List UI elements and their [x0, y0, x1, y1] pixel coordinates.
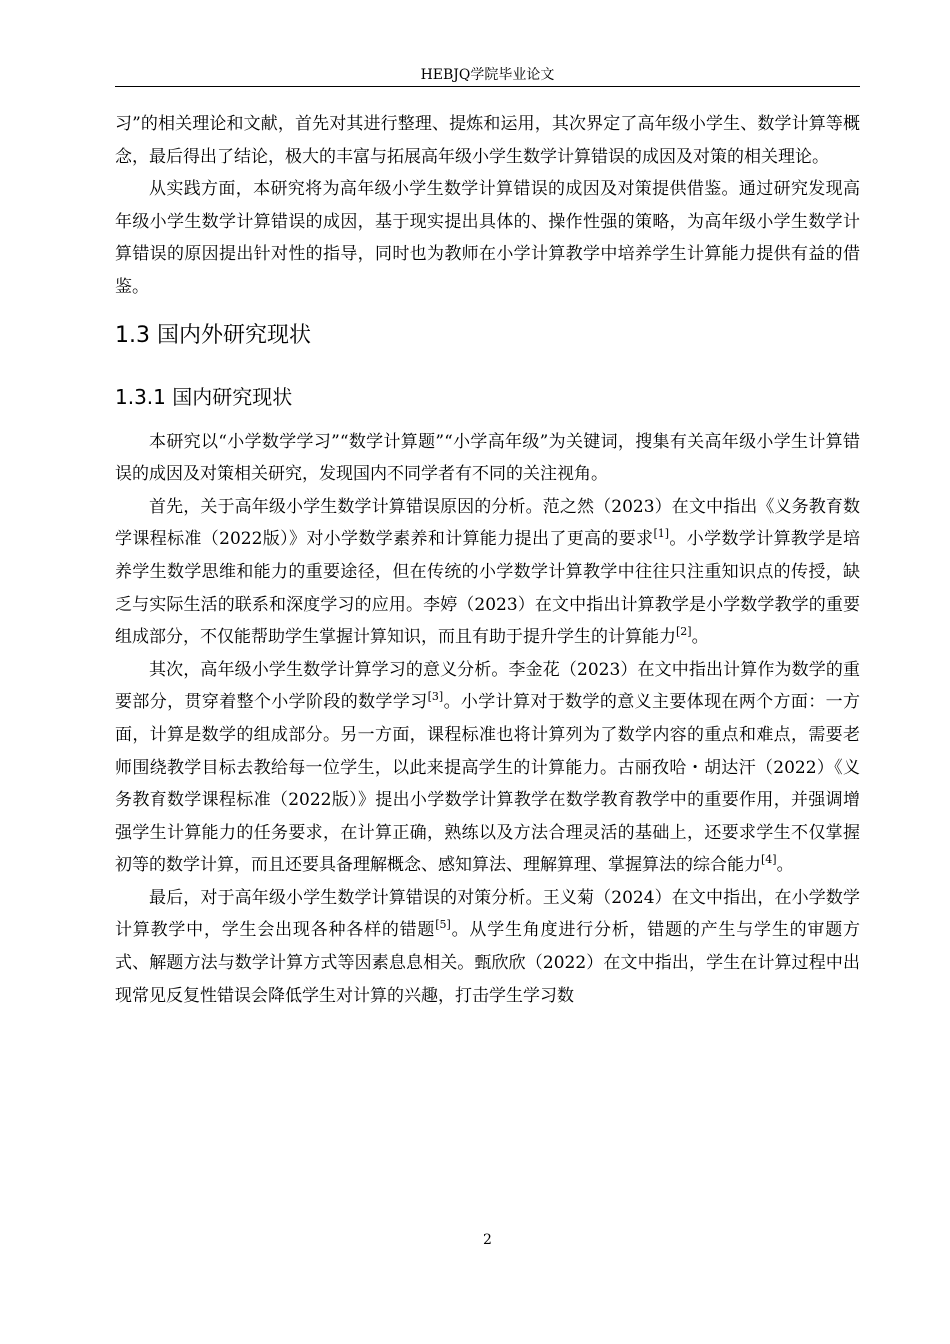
page-number: 2	[483, 1232, 492, 1248]
header-divider	[115, 86, 860, 87]
document-body	[115, 108, 860, 1012]
paragraph-practice: 从实践方面，本研究将为高年级小学生数学计算错误的成因及对策提供借鉴。通过研究发现高年级小学生数学计算错误的成因，基于现实提出具体的、操作性强的策略，为高年级小学生数学计算错误的原因提出针对性的指导，同时也为教师在小学计算教学中培养学生计算能力提供有益的借鉴。	[115, 179, 860, 297]
paragraph-significance	[115, 654, 860, 882]
section-heading-1-3: 1.3 国内外研究现状	[115, 322, 311, 348]
citation-2: [2]	[676, 625, 692, 639]
paragraph-continued: 习”的相关理论和文献，首先对其进行整理、提炼和运用，其次界定了高年级小学生、数学计算等概念，最后得出了结论，极大的丰富与拓展高年级小学生数学计算错误的成因及对策的相关理论。	[115, 114, 860, 167]
paragraph-text: 。从学生角度进行分析，错题的产生与学生的审题方式、解题方法与数学计算方式等因素息息相关。甄欣欣（2022）在文中指出，学生在计算过程中出现常见反复性错误会降低学生对计算的兴趣，打击学生学习数	[115, 920, 861, 1006]
paragraph-strategies	[115, 882, 860, 1012]
citation-3: [3]	[427, 690, 444, 704]
paragraph-keywords: 本研究以“小学数学学习”“数学计算题”“小学高年级”为关键词，搜集有关高年级小学生计算错误的成因及对策相关研究，发现国内不同学者有不同的关注视角。	[115, 431, 860, 485]
citation-5: [5]	[435, 918, 451, 932]
paragraph-text: 其次，高年级小学生数学计算学习的意义分析。李金花（2023）在文中指出计算作为数学的重要部分，贯穿着整个小学阶段的数学学习	[115, 659, 860, 713]
paragraph-causes	[115, 491, 860, 654]
citation-4: [4]	[761, 853, 777, 867]
paragraph-text: 最后，对于高年级小学生数学计算错误的对策分析。王义菊（2024）在文中指出，在小学数学计算教学中，学生会出现各种各样的错题	[115, 887, 860, 941]
paragraph-text: 。	[776, 855, 794, 876]
paragraph-text: 。	[691, 627, 709, 648]
paragraph-text: 。小学计算对于数学的意义主要体现在两个方面：一方面，计算是数学的组成部分。另一方面，课程标准也将计算列为了数学内容的重点和难点，需要老师围绕教学目标去教给每一位学生，以此来提高学生的计算能力。古丽孜哈・胡达汗（2022）《义务教育数学课程标准（2022版）》提出小学数学计算教学在数学教育教学中的重要作用，并强调增强学生计算能力的任务要求，在计算正确，熟练以及方法合理灵活的基础上，还要求学生不仅掌握初等的数学计算，而且还要具备理解概念、感知算法、理解算理、掌握算法的综合能力	[115, 692, 861, 876]
paragraph-text: 。小学数学计算教学是培养学生数学思维和能力的重要途径，但在传统的小学数学计算教学中往往只注重知识点的传授，缺乏与实际生活的联系和深度学习的应用。李婷（2023）在文中指出计算教学是小学数学教学的重要组成部分，不仅能帮助学生掌握计算知识，而且有助于提升学生的计算能力	[115, 529, 861, 648]
paragraph-text: 首先，关于高年级小学生数学计算错误原因的分析。范之然（2023）在文中指出《义务教育数学课程标准（2022版）》对小学数学素养和计算能力提出了更高的要求	[115, 496, 860, 550]
page-header: HEBJQ学院毕业论文	[420, 67, 555, 83]
section-heading-1-3-1: 1.3.1 国内研究现状	[115, 384, 293, 409]
citation-1: [1]	[653, 527, 670, 541]
